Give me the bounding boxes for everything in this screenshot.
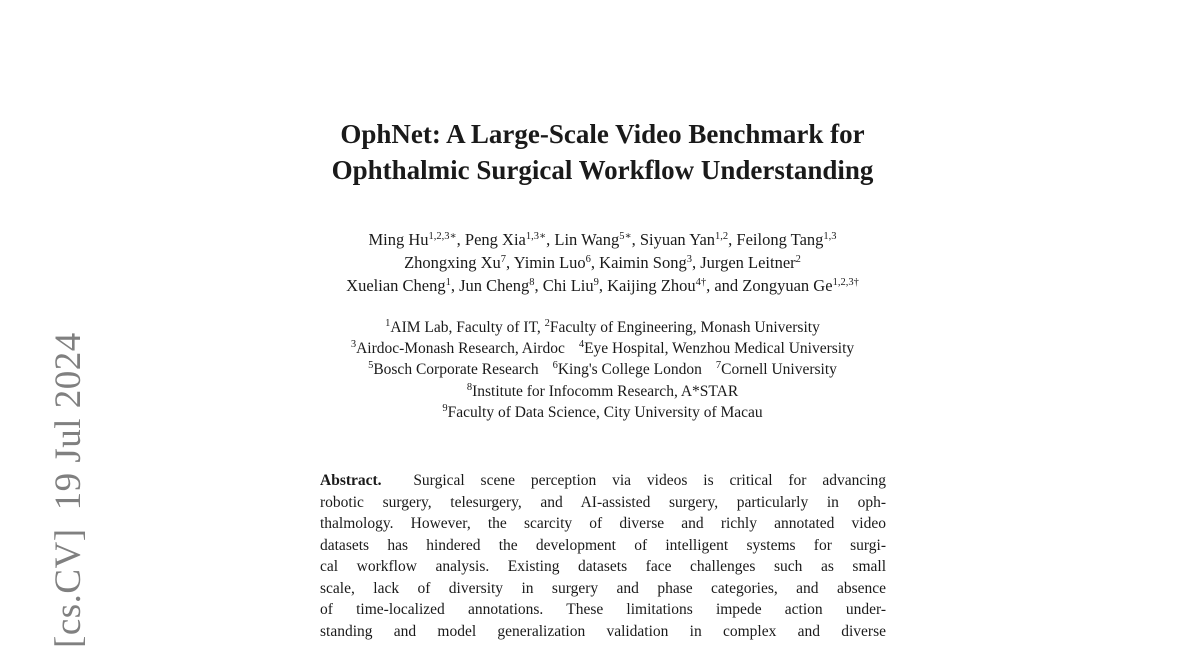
abstract-line: of time-localized annotations. These limitations impede action under- bbox=[320, 601, 886, 618]
author-name: Lin Wang bbox=[554, 230, 620, 249]
author-name: Chi Liu bbox=[542, 276, 594, 295]
abstract bbox=[320, 470, 886, 642]
author-list bbox=[0, 228, 1200, 297]
author-name: Jun Cheng bbox=[459, 276, 530, 295]
author-line-1 bbox=[0, 228, 1200, 251]
affiliation-line-5 bbox=[0, 402, 1200, 423]
author-separator: , bbox=[691, 253, 701, 272]
title-line-2: Ophthalmic Surgical Workflow Understanding bbox=[331, 155, 874, 185]
author-name: Jurgen Leitner bbox=[700, 253, 796, 272]
author-name: Feilong Tang bbox=[736, 230, 824, 249]
author-name: Zhongxing Xu bbox=[404, 253, 501, 272]
affiliation-text: King's College London bbox=[557, 361, 702, 379]
affiliation-text: Institute for Infocomm Research, A*STAR bbox=[472, 382, 739, 400]
author-separator: , bbox=[590, 253, 600, 272]
author-affil-marker: 1,2,3∗ bbox=[428, 231, 457, 242]
author-affil-marker: 5∗ bbox=[619, 231, 632, 242]
affiliation-text: AIM Lab, Faculty of IT, bbox=[390, 319, 545, 336]
abstract-heading: Abstract. bbox=[320, 472, 382, 489]
author-affil-marker: 8 bbox=[529, 277, 535, 288]
author-separator: , bbox=[534, 276, 543, 295]
author-affil-marker: 4† bbox=[695, 277, 707, 288]
author-name: Ming Hu bbox=[368, 230, 429, 249]
author-name: Kaimin Song bbox=[599, 253, 687, 272]
author-line-2 bbox=[0, 251, 1200, 274]
arxiv-category: [cs.CV] bbox=[48, 528, 89, 648]
author-name: Yimin Luo bbox=[513, 253, 586, 272]
abstract-line: standing and model generalization validation in complex and diverse bbox=[320, 622, 886, 640]
author-affil-marker: 1 bbox=[445, 277, 451, 288]
abstract-text: Surgical scene perception via videos is critical for advancing bbox=[413, 472, 887, 489]
affiliation-marker: 3 bbox=[350, 339, 357, 351]
affiliation-text: Bosch Corporate Research bbox=[373, 361, 539, 379]
affiliation-line-3 bbox=[0, 359, 1200, 380]
author-affil-marker: 1,3 bbox=[823, 231, 837, 242]
paper-title bbox=[0, 116, 1200, 188]
author-affil-marker: 3 bbox=[686, 254, 692, 265]
author-name: Peng Xia bbox=[464, 230, 526, 249]
affiliation-marker: 9 bbox=[442, 402, 448, 414]
author-separator: , bbox=[546, 230, 555, 249]
affiliation-line-2 bbox=[0, 338, 1200, 359]
affiliation-text: Faculty of Data Science, City University of Macau bbox=[447, 403, 763, 421]
title-line-1: OphNet: A Large-Scale Video Benchmark for bbox=[340, 119, 865, 149]
author-affil-marker: 1,2,3† bbox=[832, 277, 859, 288]
author-separator: , bbox=[598, 276, 608, 295]
abstract-line: cal workflow analysis. Existing datasets face challenges such as small bbox=[320, 558, 886, 575]
affiliation-marker: 8 bbox=[466, 381, 473, 393]
affiliation-marker: 1 bbox=[385, 318, 391, 329]
affiliation-marker: 6 bbox=[552, 360, 558, 372]
affiliation-text: Cornell University bbox=[721, 361, 837, 379]
affiliation-marker: 4 bbox=[578, 339, 585, 351]
affiliation-marker: 7 bbox=[715, 360, 722, 372]
author-affil-marker: 7 bbox=[500, 254, 507, 265]
author-affil-marker: 1,3∗ bbox=[525, 231, 547, 242]
author-separator: , bbox=[450, 276, 460, 295]
author-affil-marker: 6 bbox=[585, 254, 591, 265]
author-name: Siyuan Yan bbox=[639, 230, 716, 249]
abstract-line: thalmology. However, the scarcity of diverse and richly annotated video bbox=[320, 515, 886, 532]
affiliation-text: Eye Hospital, Wenzhou Medical University bbox=[584, 340, 855, 358]
affiliation-marker: 5 bbox=[368, 360, 374, 372]
affiliation-line-4 bbox=[0, 381, 1200, 402]
abstract-line: scale, lack of diversity in surgery and phase categories, and absence bbox=[320, 579, 886, 597]
author-separator: , bbox=[631, 230, 640, 249]
author-affil-marker: 2 bbox=[795, 254, 801, 265]
arxiv-date: 19 Jul 2024 bbox=[48, 332, 89, 511]
author-line-3 bbox=[0, 274, 1200, 297]
abstract-line bbox=[320, 470, 886, 492]
author-name: Xuelian Cheng bbox=[346, 276, 446, 295]
affiliation-line-1 bbox=[0, 317, 1200, 338]
author-name: Kaijing Zhou bbox=[607, 276, 696, 295]
author-affil-marker: 1,2 bbox=[715, 231, 729, 242]
author-separator: , and bbox=[706, 276, 743, 295]
affiliation-text: Faculty of Engineering, Monash University bbox=[549, 319, 820, 336]
author-affil-marker: 9 bbox=[593, 277, 599, 288]
author-separator: , bbox=[506, 253, 514, 272]
author-separator: , bbox=[728, 230, 737, 249]
abstract-line: robotic surgery, telesurgery, and AI-assisted surgery, particularly in oph- bbox=[320, 493, 886, 511]
author-name: Zongyuan Ge bbox=[742, 276, 833, 295]
author-separator: , bbox=[456, 230, 465, 249]
affiliation-marker: 2 bbox=[544, 318, 550, 329]
affiliation-list bbox=[0, 317, 1200, 423]
affiliation-text: Airdoc-Monash Research, Airdoc bbox=[356, 340, 565, 358]
abstract-line: datasets has hindered the development of intelligent systems for surgi- bbox=[320, 536, 886, 554]
